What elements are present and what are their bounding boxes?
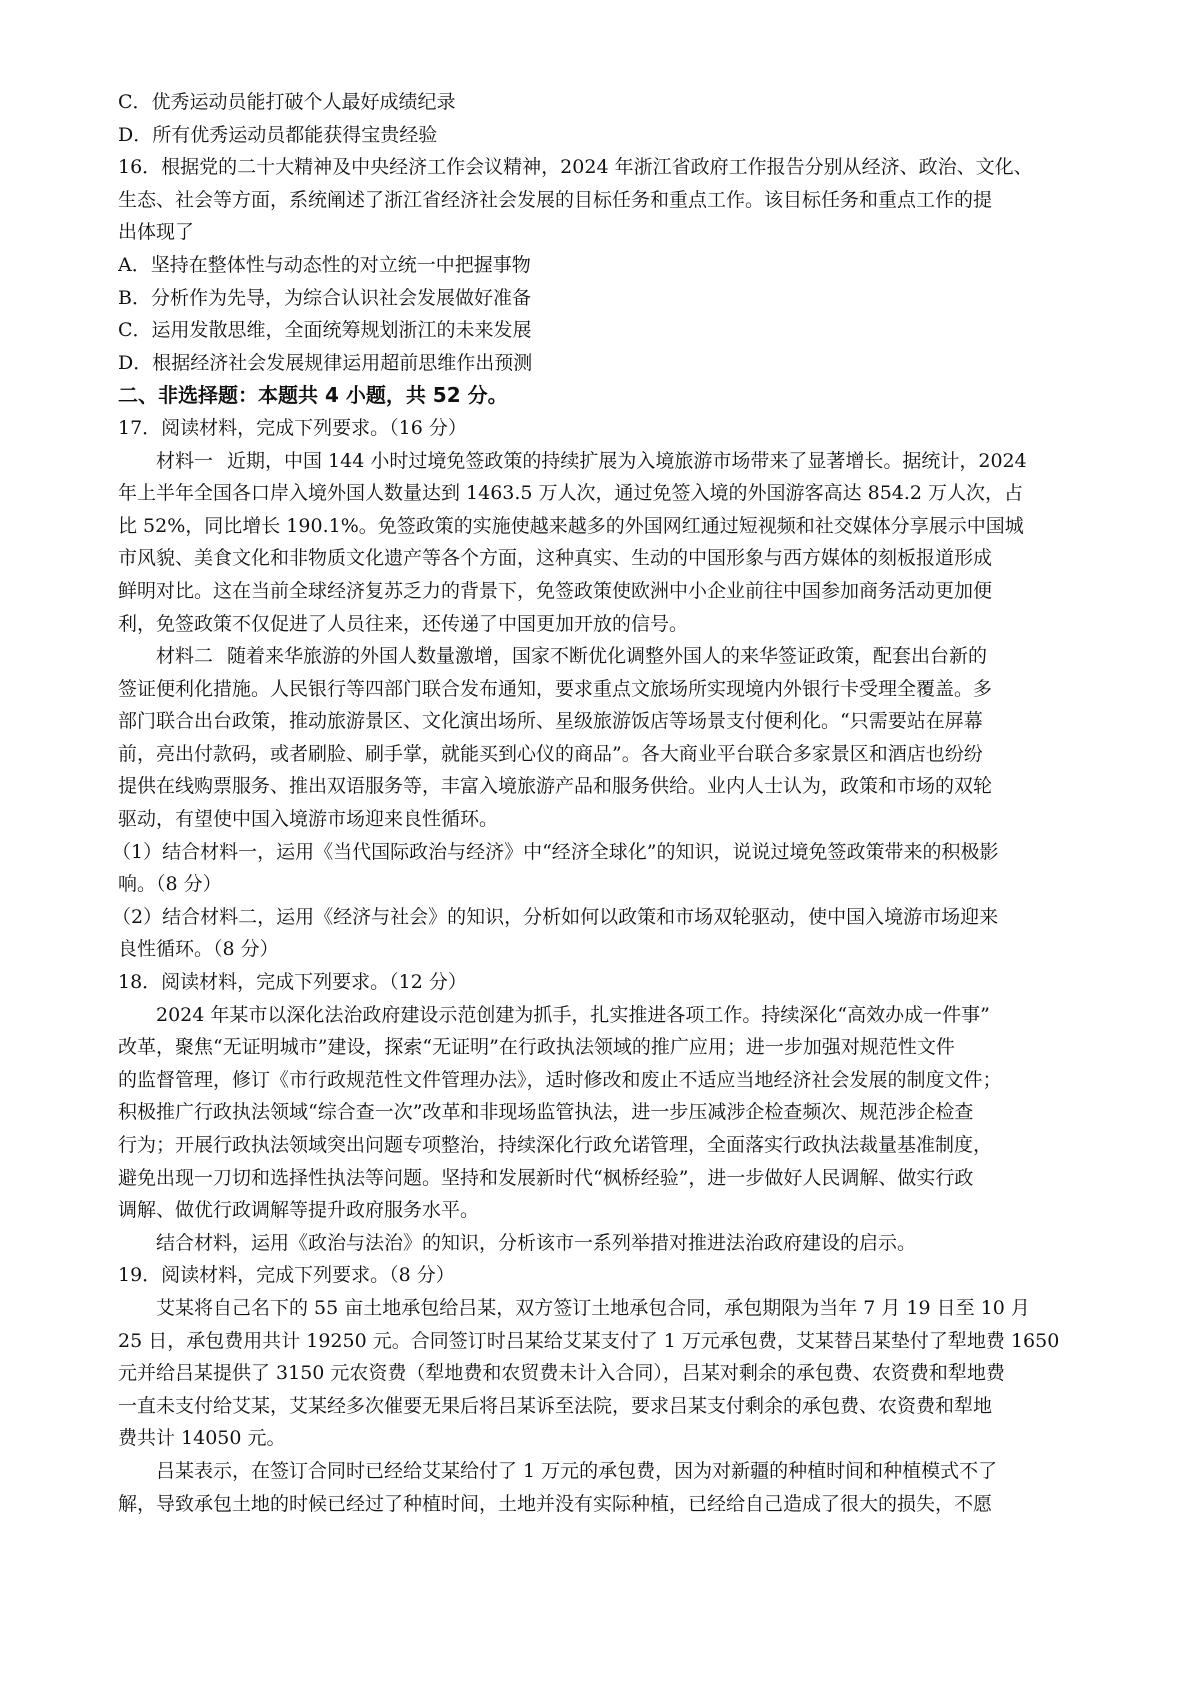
q19-para1-line: 艾某将自己名下的 55 亩土地承包给吕某，双方签订土地承包合同，承包期限为当年 7 月 19 日至 10 月 (156, 1296, 1030, 1319)
q17-material1-line: 利，免签政策不仅促进了人员往来，还传递了中国更加开放的信号。 (118, 612, 689, 635)
material2-label: 材料二 (156, 645, 214, 668)
q16-stem-line: 生态、社会等方面，系统阐述了浙江省经济社会发展的目标任务和重点工作。该目标任务和重点工作的提 (118, 188, 993, 211)
material-text: 近期，中国 144 小时过境免签政策的持续扩展为入境旅游市场带来了显著增长。据统计，2024 (227, 449, 1027, 472)
q16-option-d: D．根据经济社会发展规律运用超前思维作出预测 (118, 351, 533, 374)
material1-label: 材料一 (156, 449, 214, 472)
q17-material2-line: 部门联合出台政策，推动旅游景区、文化演出场所、星级旅游饭店等场景支付便利化。“只需要站在屏幕 (118, 710, 983, 733)
q17-sub2-line: （2）结合材料二，运用《经济与社会》的知识，分析如何以政策和市场双轮驱动，使中国入境游市场迎来 (112, 905, 999, 928)
q17-material1-line: 年上半年全国各口岸入境外国人数量达到 1463.5 万人次，通过免签入境的外国游客高达 854.2 万人次，占 (118, 482, 1024, 505)
q16-stem-line: 16．根据党的二十大精神及中央经济工作会议精神，2024 年浙江省政府工作报告分别从经济、政治、文化、 (118, 156, 1033, 179)
q19-para2-line: 解，导致承包土地的时候已经过了种植时间，土地并没有实际种植，已经给自己造成了很大的损失，不愿 (118, 1492, 993, 1515)
section-heading: 二、非选择题：本题共 4 小题，共 52 分。 (118, 383, 508, 408)
q17-material1-line: 鲜明对比。这在当前全球经济复苏乏力的背景下，免签政策使欧洲中小企业前往中国参加商务活动更加便 (118, 579, 993, 602)
q19-para1-line: 25 日，承包费用共计 19250 元。合同签订时吕某给艾某支付了 1 万元承包费，艾某替吕某垫付了犁地费 1650 (118, 1329, 1060, 1352)
q17-material1-line: 市风貌、美食文化和非物质文化遗产等各个方面，这种真实、生动的中国形象与西方媒体的刻板报道形成 (118, 547, 993, 570)
q17-material2-line: 驱动，有望使中国入境游市场迎来良性循环。 (118, 808, 499, 831)
q17-sub1-line: （1）结合材料一，运用《当代国际政治与经济》中“经济全球化”的知识，说说过境免签政策带来的积极影 (112, 840, 999, 863)
q18-title: 18．阅读材料，完成下列要求。（12 分） (118, 971, 467, 994)
q19-title: 19．阅读材料，完成下列要求。（8 分） (118, 1264, 455, 1287)
q17-sub2-line: 良性循环。（8 分） (118, 938, 279, 961)
q16-option-b: B．分析作为先导，为综合认识社会发展做好准备 (118, 286, 531, 309)
q15-option-d: D．所有优秀运动员都能获得宝贵经验 (118, 123, 438, 146)
q18-material-line: 改革，聚焦“无证明城市”建设，探索“无证明”在行政执法领域的推广应用；进一步加强对规范性文件 (118, 1036, 955, 1059)
q17-sub1-line: 响。（8 分） (118, 873, 222, 896)
q17-material2-line: 签证便利化措施。人民银行等四部门联合发布通知，要求重点文旅场所实现境内外银行卡受理全覆盖。多 (118, 677, 993, 700)
q16-option-a: A．坚持在整体性与动态性的对立统一中把握事物 (118, 253, 531, 276)
q19-para1-line: 元并给吕某提供了 3150 元农资费（犁地费和农贸费未计入合同），吕某对剩余的承包费、农资费和犁地费 (118, 1362, 1005, 1385)
q18-material-line: 的监督管理，修订《市行政规范性文件管理办法》，适时修改和废止不适应当地经济社会发展的制度文件； (118, 1068, 1002, 1091)
q18-material-line: 避免出现一刀切和选择性执法等问题。坚持和发展新时代“枫桥经验”，进一步做好人民调解、做实行政 (118, 1166, 974, 1189)
material-text: 随着来华旅游的外国人数量激增，国家不断优化调整外国人的来华签证政策，配套出台新的 (227, 645, 988, 668)
q18-material-line: 积极推广行政执法领域“综合查一次”改革和非现场监管执法，进一步压减涉企检查频次、规范涉企检查 (118, 1101, 974, 1124)
q18-question: 结合材料，运用《政治与法治》的知识，分析该市一系列举措对推进法治政府建设的启示。 (156, 1231, 917, 1254)
q19-para2-line: 吕某表示，在签订合同时已经给艾某给付了 1 万元的承包费，因为对新疆的种植时间和种植模式不了 (156, 1459, 998, 1482)
q17-material1-line (118, 445, 1104, 478)
q19-para1-line: 费共计 14050 元。 (118, 1427, 286, 1450)
q18-material-line: 调解、做优行政调解等提升政府服务水平。 (118, 1199, 480, 1222)
q17-material2-line: 提供在线购票服务、推出双语服务等，丰富入境旅游产品和服务供给。业内人士认为，政策和市场的双轮 (118, 775, 993, 798)
q18-material-line: 行为；开展行政执法领域突出问题专项整治，持续深化行政允诺管理，全面落实行政执法裁量基准制度， (118, 1134, 993, 1156)
q17-material2-line: 前，亮出付款码，或者刷脸、刷手掌，就能买到心仪的商品”。各大商业平台联合多家景区和酒店也纷纷 (118, 742, 983, 765)
q17-title: 17．阅读材料，完成下列要求。（16 分） (118, 416, 467, 439)
q19-para1-line: 一直未支付给艾某，艾某经多次催要无果后将吕某诉至法院，要求吕某支付剩余的承包费、农资费和犁地 (118, 1394, 993, 1417)
q18-material-line: 2024 年某市以深化法治政府建设示范创建为抓手，扎实推进各项工作。持续深化“高效办成一件事” (156, 1003, 990, 1026)
q17-material1-line: 比 52%，同比增长 190.1%。免签政策的实施使越来越多的外国网红通过短视频和社交媒体分享展示中国城 (118, 514, 1024, 537)
q15-option-c: C．优秀运动员能打破个人最好成绩纪录 (118, 91, 456, 113)
q16-stem-line: 出体现了 (118, 221, 195, 244)
q17-material2-line (118, 640, 1104, 673)
q16-option-c: C．运用发散思维，全面统筹规划浙江的未来发展 (118, 319, 532, 342)
